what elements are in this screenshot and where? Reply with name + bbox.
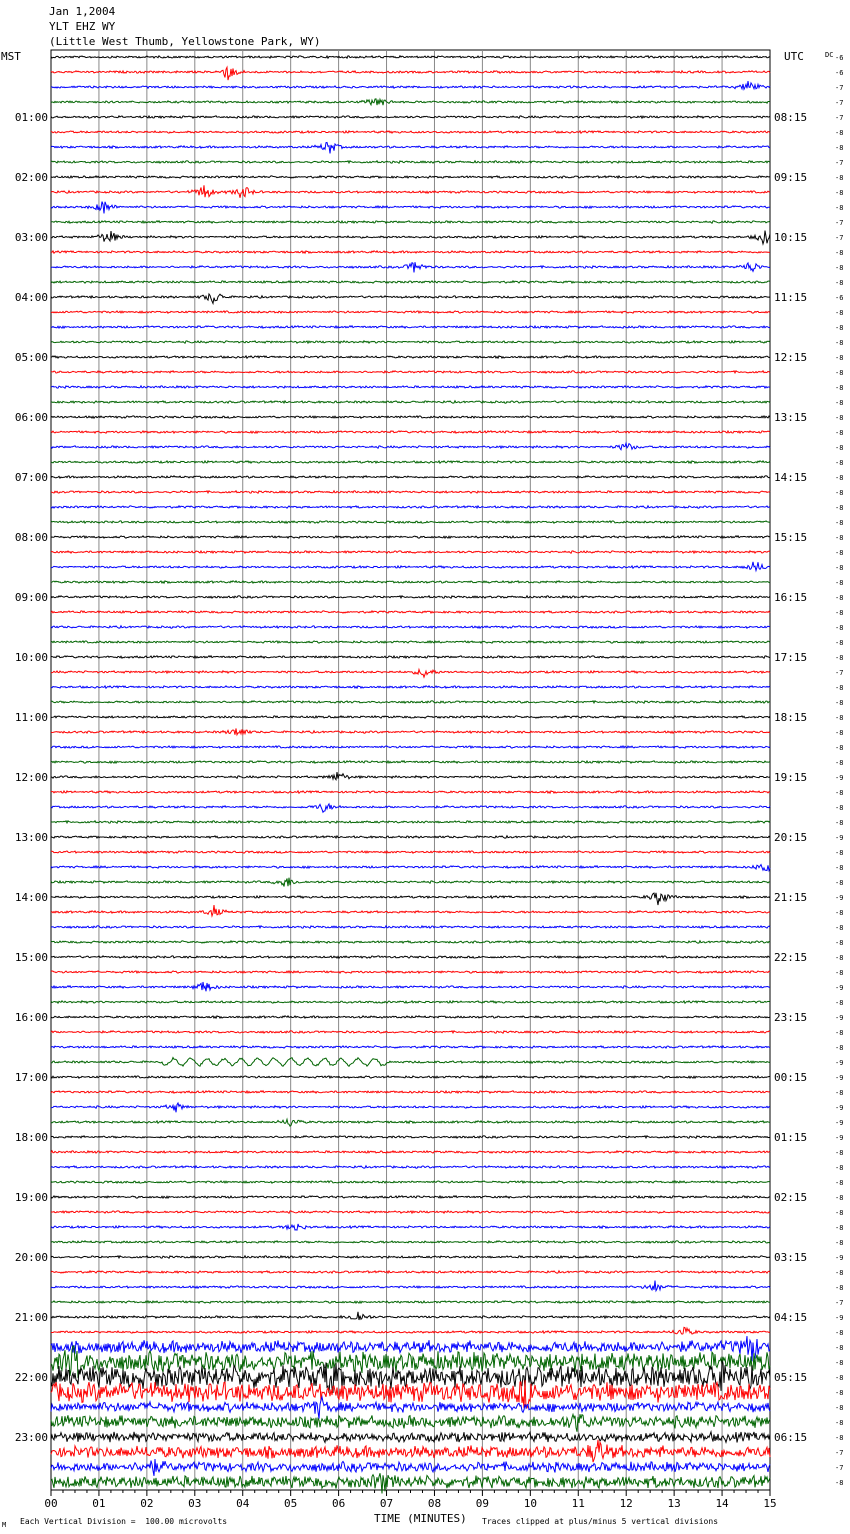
mst-hour-label: 18:00	[14, 1131, 48, 1144]
dc-offset-label: -7	[835, 1449, 844, 1457]
mst-hour-label: 06:00	[14, 411, 48, 424]
dc-offset-label: -8	[835, 594, 844, 602]
dc-offset-label: -8	[835, 1434, 844, 1442]
dc-offset-label: -8	[835, 579, 844, 587]
scale-note: Each Vertical Division = 100.00 microvolts	[20, 1517, 228, 1526]
seismic-trace	[51, 176, 770, 178]
seismic-trace	[51, 971, 770, 973]
dc-offset-label: -6	[835, 294, 844, 302]
dc-offset-label: -8	[835, 384, 844, 392]
utc-hour-label: 13:15	[774, 411, 808, 424]
x-tick-label: 01	[92, 1497, 106, 1510]
dc-offset-label: -7	[835, 159, 844, 167]
dc-offset-label: -8	[835, 804, 844, 812]
utc-hour-label: 00:15	[774, 1071, 808, 1084]
utc-hour-label: 06:15	[774, 1431, 808, 1444]
plot-date: Jan 1,2004	[49, 5, 116, 18]
seismic-trace	[51, 1397, 770, 1419]
dc-offset-label: -8	[835, 1404, 844, 1412]
mst-hour-label: 22:00	[14, 1371, 48, 1384]
seismic-trace	[51, 326, 770, 328]
x-axis-label: TIME (MINUTES)	[374, 1512, 467, 1525]
dc-offset-label: -8	[835, 444, 844, 452]
mst-hour-label: 07:00	[14, 471, 48, 484]
seismic-trace	[51, 1076, 770, 1078]
dc-offset-label: -8	[835, 429, 844, 437]
dc-offset-label: -8	[835, 414, 844, 422]
dc-offset-label: -8	[835, 909, 844, 917]
x-tick-label: 15	[763, 1497, 777, 1510]
utc-hour-label: 18:15	[774, 711, 808, 724]
x-tick-label: 04	[236, 1497, 250, 1510]
seismic-trace	[51, 1432, 770, 1443]
seismic-trace	[51, 686, 770, 688]
seismic-trace	[51, 1281, 770, 1291]
utc-hour-label: 03:15	[774, 1251, 808, 1264]
seismic-trace	[51, 851, 770, 853]
utc-hour-label: 17:15	[774, 651, 808, 664]
x-tick-label: 11	[571, 1497, 585, 1510]
seismic-trace	[51, 81, 770, 89]
mst-zone-label: MST	[1, 50, 21, 63]
mst-hour-label: 08:00	[14, 531, 48, 544]
dc-offset-label: -8	[835, 1224, 844, 1232]
dc-offset-label: -8	[835, 654, 844, 662]
mst-hour-label: 03:00	[14, 231, 48, 244]
dc-offset-label: -8	[835, 474, 844, 482]
dc-offset-label: -8	[835, 369, 844, 377]
dc-offset-label: -8	[835, 279, 844, 287]
seismic-trace	[51, 1211, 770, 1213]
mst-hour-label: 14:00	[14, 891, 48, 904]
seismic-trace	[51, 821, 770, 823]
mst-hour-label: 16:00	[14, 1011, 48, 1024]
dc-offset-label: -8	[835, 1359, 844, 1367]
seismic-trace	[51, 1440, 770, 1462]
dc-offset-label: -8	[835, 924, 844, 932]
dc-offset-label: -8	[835, 264, 844, 272]
seismic-trace	[51, 1224, 770, 1230]
seismic-trace	[51, 716, 770, 718]
dc-offset-label: -8	[835, 534, 844, 542]
dc-offset-label: -7	[835, 234, 844, 242]
dc-offset-label: -6	[835, 69, 844, 77]
mst-hour-label: 11:00	[14, 711, 48, 724]
dc-offset-label: -8	[835, 879, 844, 887]
seismic-trace	[51, 1181, 770, 1183]
seismic-trace	[51, 641, 770, 643]
seismic-trace	[51, 443, 770, 449]
seismic-trace	[51, 1271, 770, 1273]
x-tick-label: 06	[331, 1497, 346, 1510]
seismic-trace	[51, 294, 770, 303]
seismic-trace	[51, 491, 770, 493]
seismic-trace	[51, 1001, 770, 1003]
seismic-trace	[51, 116, 770, 118]
utc-hour-label: 04:15	[774, 1311, 808, 1324]
dc-offset-label: -8	[835, 969, 844, 977]
x-tick-label: 12	[619, 1497, 633, 1510]
dc-offset-label: -8	[835, 954, 844, 962]
dc-offset-label: -8	[835, 1164, 844, 1172]
seismic-trace	[51, 1091, 770, 1093]
mst-hour-label: 05:00	[14, 351, 48, 364]
seismic-trace	[51, 1031, 770, 1033]
utc-hour-label: 02:15	[774, 1191, 808, 1204]
dc-offset-label: -9	[835, 1104, 844, 1112]
dc-offset-label: -8	[835, 144, 844, 152]
seismic-trace	[51, 371, 770, 373]
dc-offset-label: -7	[835, 114, 844, 122]
seismic-trace	[51, 341, 770, 343]
utc-hour-label: 15:15	[774, 531, 808, 544]
dc-offset-label: -8	[835, 1344, 844, 1352]
seismic-trace	[51, 1046, 770, 1048]
station-location: (Little West Thumb, Yellowstone Park, WY)	[49, 35, 321, 48]
seismic-trace	[51, 791, 770, 793]
seismic-trace	[51, 656, 770, 658]
dc-offset-label: -9	[835, 1254, 844, 1262]
station-code: YLT EHZ WY	[49, 20, 116, 33]
seismic-trace	[51, 956, 770, 958]
seismic-trace	[51, 893, 770, 905]
dc-offset-label: -8	[835, 639, 844, 647]
utc-hour-label: 09:15	[774, 171, 808, 184]
seismic-trace	[51, 185, 770, 198]
seismic-trace	[51, 746, 770, 748]
dc-offset-label: -9	[835, 774, 844, 782]
mst-hour-label: 01:00	[14, 111, 48, 124]
seismic-trace	[51, 99, 770, 105]
seismic-trace	[51, 1327, 770, 1334]
seismic-trace	[51, 1301, 770, 1303]
dc-offset-label: -9	[835, 1119, 844, 1127]
dc-offset-label: -8	[835, 759, 844, 767]
dc-offset-label: -8	[835, 339, 844, 347]
mst-hour-label: 23:00	[14, 1431, 48, 1444]
seismic-trace	[51, 1058, 770, 1067]
seismic-trace	[51, 1256, 770, 1258]
dc-offset-label: -8	[835, 489, 844, 497]
dc-offset-label: -6	[835, 54, 844, 62]
dc-offset-label: -8	[835, 399, 844, 407]
dc-label: DC	[825, 51, 834, 59]
dc-offset-label: -8	[835, 1239, 844, 1247]
dc-offset-label: -8	[835, 684, 844, 692]
seismic-trace	[51, 596, 770, 598]
dc-offset-label: -9	[835, 1134, 844, 1142]
dc-offset-label: -8	[835, 864, 844, 872]
x-tick-label: 05	[284, 1497, 298, 1510]
dc-offset-label: -8	[835, 354, 844, 362]
seismic-trace	[51, 551, 770, 553]
seismic-trace	[51, 476, 770, 478]
seismic-trace	[51, 202, 770, 214]
seismic-trace	[51, 982, 770, 991]
seismic-trace	[51, 1312, 770, 1320]
seismic-trace	[51, 521, 770, 523]
dc-offset-label: -8	[835, 1194, 844, 1202]
dc-offset-label: -8	[835, 504, 844, 512]
dc-offset-label: -8	[835, 1269, 844, 1277]
dc-offset-label: -8	[835, 174, 844, 182]
dc-offset-label: -8	[835, 1089, 844, 1097]
utc-hour-label: 01:15	[774, 1131, 808, 1144]
seismic-trace	[51, 1166, 770, 1168]
seismic-trace	[51, 926, 770, 928]
seismic-trace	[51, 804, 770, 812]
x-tick-label: 14	[715, 1497, 729, 1510]
dc-offset-label: -9	[835, 1059, 844, 1067]
dc-offset-label: -8	[835, 1209, 844, 1217]
dc-offset-label: -7	[835, 219, 844, 227]
dc-offset-label: -8	[835, 1044, 844, 1052]
dc-offset-label: -8	[835, 714, 844, 722]
x-tick-label: 13	[667, 1497, 681, 1510]
utc-hour-label: 22:15	[774, 951, 808, 964]
seismic-trace	[51, 1016, 770, 1018]
utc-hour-label: 14:15	[774, 471, 808, 484]
x-tick-label: 02	[140, 1497, 154, 1510]
dc-offset-label: -9	[835, 834, 844, 842]
dc-offset-label: -8	[835, 1149, 844, 1157]
dc-offset-label: -7	[835, 1464, 844, 1472]
mst-hour-label: 17:00	[14, 1071, 48, 1084]
seismic-trace	[51, 431, 770, 433]
seismic-trace	[51, 401, 770, 403]
seismic-trace	[51, 865, 770, 871]
x-tick-label: 00	[44, 1497, 58, 1510]
utc-hour-label: 16:15	[774, 591, 808, 604]
dc-offset-label: -8	[835, 1284, 844, 1292]
utc-hour-label: 10:15	[774, 231, 808, 244]
dc-offset-label: -8	[835, 624, 844, 632]
seismic-trace	[51, 772, 770, 780]
dc-offset-label: -8	[835, 1329, 844, 1337]
clip-note: Traces clipped at plus/minus 5 vertical divisions	[482, 1517, 719, 1526]
dc-offset-label: -8	[835, 1479, 844, 1487]
dc-offset-label: -9	[835, 1014, 844, 1022]
seismic-trace	[51, 281, 770, 283]
seismic-trace	[51, 221, 770, 223]
utc-hour-label: 08:15	[774, 111, 808, 124]
dc-offset-label: -9	[835, 1074, 844, 1082]
dc-offset-label: -7	[835, 1299, 844, 1307]
mst-hour-label: 13:00	[14, 831, 48, 844]
seismic-trace	[51, 356, 770, 358]
dc-offset-label: -8	[835, 939, 844, 947]
dc-offset-label: -9	[835, 1314, 844, 1322]
utc-hour-label: 19:15	[774, 771, 808, 784]
seismic-trace	[51, 728, 770, 734]
seismic-trace	[51, 251, 770, 253]
seismic-trace	[51, 878, 770, 887]
dc-offset-label: -8	[835, 249, 844, 257]
dc-offset-label: -8	[835, 519, 844, 527]
mst-hour-label: 12:00	[14, 771, 48, 784]
dc-offset-label: -9	[835, 984, 844, 992]
dc-offset-label: -7	[835, 99, 844, 107]
utc-hour-label: 20:15	[774, 831, 808, 844]
seismic-trace	[51, 56, 770, 58]
utc-hour-label: 23:15	[774, 1011, 808, 1024]
seismic-trace	[51, 461, 770, 463]
x-tick-label: 08	[427, 1497, 442, 1510]
mst-hour-label: 15:00	[14, 951, 48, 964]
seismic-trace	[51, 506, 770, 508]
seismic-trace	[51, 1196, 770, 1198]
seismic-trace	[51, 311, 770, 313]
seismic-trace	[51, 905, 770, 916]
corner-mark: M	[2, 1521, 7, 1529]
utc-hour-label: 12:15	[774, 351, 808, 364]
seismic-trace	[51, 761, 770, 763]
dc-offset-label: -8	[835, 849, 844, 857]
seismic-trace	[51, 131, 770, 133]
mst-hour-label: 10:00	[14, 651, 48, 664]
x-tick-label: 03	[188, 1497, 202, 1510]
dc-offset-label: -8	[835, 1179, 844, 1187]
seismic-trace	[51, 1136, 770, 1138]
dc-offset-label: -8	[835, 609, 844, 617]
dc-offset-label: -8	[835, 729, 844, 737]
seismic-trace	[51, 1119, 770, 1126]
dc-offset-label: -8	[835, 1389, 844, 1397]
mst-hour-label: 04:00	[14, 291, 48, 304]
seismic-trace	[51, 386, 770, 388]
dc-offset-label: -8	[835, 999, 844, 1007]
mst-hour-label: 02:00	[14, 171, 48, 184]
utc-zone-label: UTC	[784, 50, 804, 63]
seismic-trace	[51, 161, 770, 163]
x-tick-label: 09	[475, 1497, 490, 1510]
seismic-trace	[51, 1241, 770, 1243]
seismic-trace	[51, 67, 770, 80]
seismic-trace	[51, 562, 770, 571]
seismic-trace	[51, 536, 770, 538]
dc-offset-label: -8	[835, 324, 844, 332]
utc-hour-label: 05:15	[774, 1371, 808, 1384]
seismic-trace	[51, 670, 770, 678]
seismic-trace	[51, 1151, 770, 1153]
seismic-trace	[51, 941, 770, 943]
seismic-trace	[51, 262, 770, 272]
dc-offset-label: -8	[835, 459, 844, 467]
x-tick-label: 10	[523, 1497, 537, 1510]
seismic-trace	[51, 611, 770, 613]
dc-offset-label: -8	[835, 129, 844, 137]
dc-offset-label: -8	[835, 204, 844, 212]
seismic-trace	[51, 416, 770, 418]
dc-offset-label: -8	[835, 549, 844, 557]
seismic-trace	[51, 626, 770, 628]
seismic-trace	[51, 836, 770, 838]
dc-offset-label: -8	[835, 1029, 844, 1037]
dc-offset-label: -8	[835, 564, 844, 572]
seismic-trace	[51, 143, 770, 154]
seismic-trace	[51, 1414, 770, 1432]
utc-hour-label: 11:15	[774, 291, 808, 304]
seismic-trace	[51, 1103, 770, 1112]
dc-offset-label: -8	[835, 789, 844, 797]
dc-offset-label: -8	[835, 1419, 844, 1427]
dc-offset-label: -7	[835, 84, 844, 92]
mst-hour-label: 21:00	[14, 1311, 48, 1324]
dc-offset-label: -8	[835, 189, 844, 197]
mst-hour-label: 09:00	[14, 591, 48, 604]
seismic-trace	[51, 1459, 770, 1476]
dc-offset-label: -8	[835, 744, 844, 752]
dc-offset-label: -8	[835, 819, 844, 827]
seismic-trace	[51, 701, 770, 703]
dc-offset-label: -8	[835, 309, 844, 317]
dc-offset-label: -8	[835, 1374, 844, 1382]
utc-hour-label: 21:15	[774, 891, 808, 904]
mst-hour-label: 19:00	[14, 1191, 48, 1204]
dc-offset-label: -8	[835, 699, 844, 707]
seismic-trace	[51, 231, 770, 244]
dc-offset-label: -7	[835, 669, 844, 677]
mst-hour-label: 20:00	[14, 1251, 48, 1264]
x-tick-label: 07	[379, 1497, 394, 1510]
seismic-trace	[51, 581, 770, 583]
dc-offset-label: -9	[835, 894, 844, 902]
